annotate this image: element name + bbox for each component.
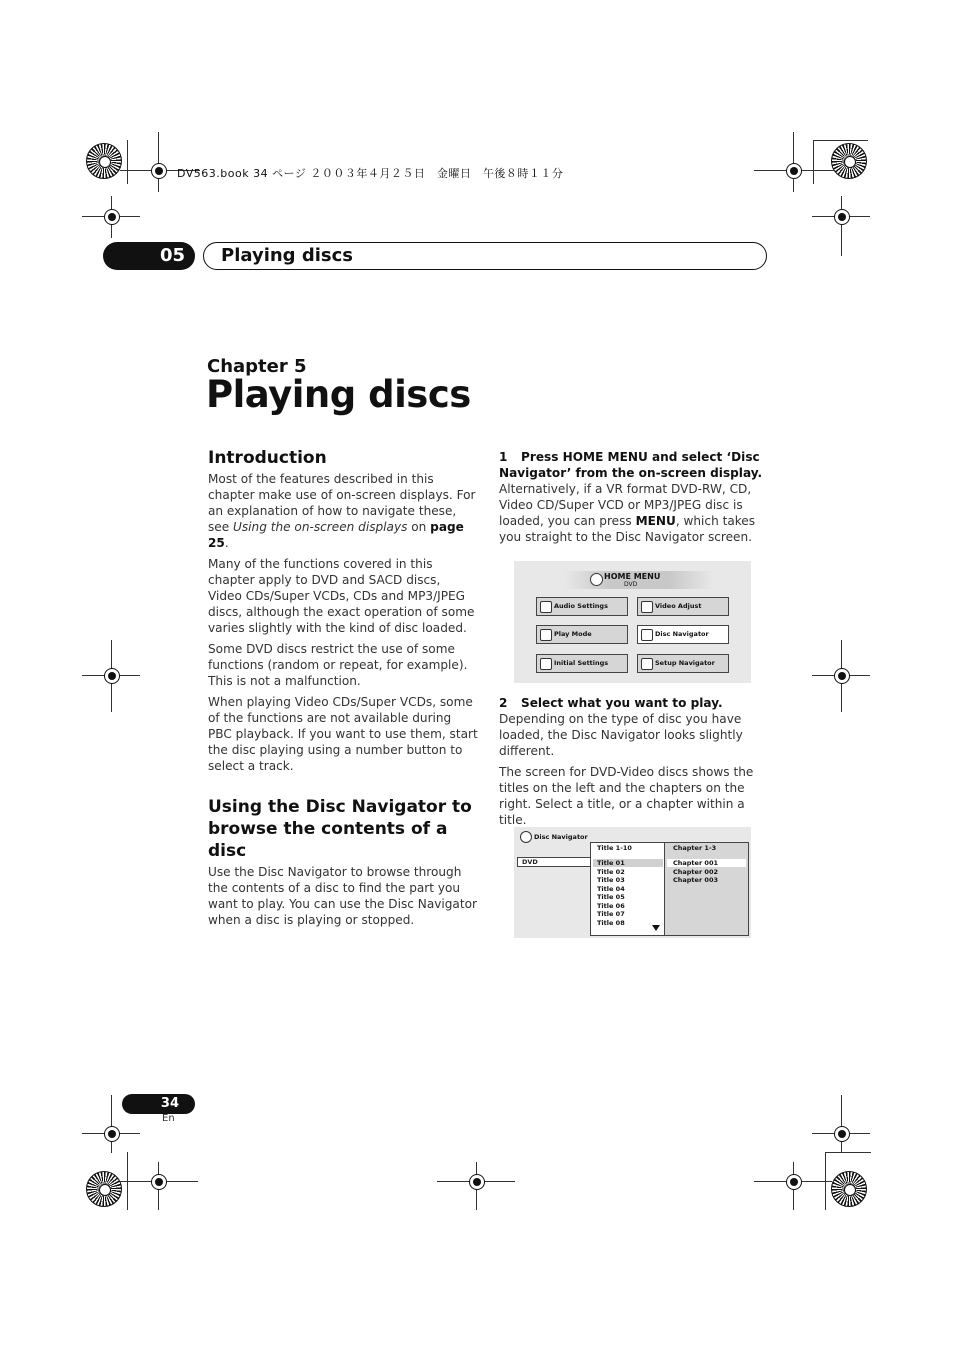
audio-settings-button[interactable]: Audio Settings bbox=[536, 597, 628, 616]
list-item[interactable]: Chapter 001 bbox=[673, 859, 718, 867]
page-language: En bbox=[162, 1113, 175, 1124]
registration-mark-icon bbox=[104, 1126, 120, 1142]
color-wheel-mark-bottom-left bbox=[86, 1171, 122, 1207]
color-wheel-mark-top-left bbox=[86, 143, 122, 179]
initial-settings-icon bbox=[540, 658, 552, 670]
intro-paragraph-3: Some DVD discs restrict the use of some functions (random or repeat, for example). This is not a malfunction. bbox=[208, 642, 468, 688]
disc-navigator-title: Disc Navigator bbox=[534, 833, 588, 841]
disc-navigator-icon bbox=[520, 831, 532, 843]
disc-navigator-heading: Using the Disc Navigator to browse the contents of a disc bbox=[208, 797, 472, 861]
titles-header: Title 1-10 bbox=[597, 844, 632, 852]
step-2-title: 2 Select what you want to play. bbox=[499, 696, 723, 710]
registration-mark-icon bbox=[786, 163, 802, 179]
setup-navigator-icon bbox=[641, 658, 653, 670]
disc-navigator-paragraph: Use the Disc Navigator to browse through the contents of a disc to find the part you want to play. You can use the Disc Navigator when a disc is playing or stopped. bbox=[208, 865, 477, 927]
registration-mark-icon bbox=[834, 209, 850, 225]
list-item[interactable]: Title 07 bbox=[597, 910, 625, 918]
registration-mark-icon bbox=[834, 668, 850, 684]
audio-settings-icon bbox=[540, 601, 552, 613]
list-item[interactable]: Title 08 bbox=[597, 918, 625, 927]
chapters-header: Chapter 1-3 bbox=[673, 844, 717, 852]
titles-list[interactable] bbox=[590, 842, 665, 936]
step-2-body-1: Depending on the type of disc you have loaded, the Disc Navigator looks slightly different. bbox=[499, 712, 743, 758]
disc-navigator-button[interactable]: Disc Navigator bbox=[637, 625, 729, 644]
list-item[interactable]: Title 05 bbox=[597, 893, 625, 901]
disc-type-tab[interactable]: DVD bbox=[517, 857, 591, 867]
initial-settings-button[interactable]: Initial Settings bbox=[536, 654, 628, 673]
disc-navigator-icon bbox=[641, 629, 653, 641]
video-adjust-button[interactable]: Video Adjust bbox=[637, 597, 729, 616]
play-mode-icon bbox=[540, 629, 552, 641]
home-menu-title: HOME MENU bbox=[604, 572, 661, 581]
chapter-tab-title: Playing discs bbox=[203, 242, 767, 270]
play-mode-button[interactable]: Play Mode bbox=[536, 625, 628, 644]
list-item[interactable]: Title 01 bbox=[597, 859, 625, 867]
registration-mark-icon bbox=[151, 1174, 167, 1190]
disc-navigator-screen bbox=[514, 827, 751, 938]
color-wheel-mark-bottom-right bbox=[831, 1171, 867, 1207]
registration-mark-icon bbox=[104, 668, 120, 684]
print-header: DV563.book 34 ページ ２００３年４月２５日 金曜日 午後８時１１分 bbox=[177, 167, 564, 180]
step-1-title: 1 Press HOME MENU and select ‘Disc Navigator’ from the on-screen display. bbox=[499, 450, 763, 480]
step-1-body: Alternatively, if a VR format DVD-RW, CD, Video CD/Super VCD or MP3/JPEG disc is loaded, you can press MENU, which takes you straight to the Disc Navigator screen. bbox=[499, 482, 756, 544]
registration-mark-icon bbox=[151, 163, 167, 179]
intro-paragraph-1: Most of the features described in this chapter make use of on-screen displays. For an explanation of how to navigate these, see Using the on-screen displays on page 25. bbox=[208, 472, 476, 550]
registration-mark-icon bbox=[786, 1174, 802, 1190]
list-item[interactable]: Chapter 003 bbox=[673, 876, 718, 884]
list-item[interactable]: Title 02 bbox=[597, 867, 625, 876]
page-title: Playing discs bbox=[206, 373, 471, 416]
chapters-list[interactable] bbox=[664, 842, 749, 936]
list-item[interactable]: Chapter 002 bbox=[673, 867, 718, 876]
intro-paragraph-2: Many of the functions covered in this chapter apply to DVD and SACD discs, Video CDs/Super VCDs, CDs and MP3/JPEG discs, although the exact operation of some varies slightly with the kind of disc loaded. bbox=[208, 557, 475, 635]
scroll-down-arrow-icon[interactable] bbox=[652, 925, 660, 931]
registration-mark-icon bbox=[104, 209, 120, 225]
introduction-heading: Introduction bbox=[208, 448, 327, 468]
video-adjust-icon bbox=[641, 601, 653, 613]
page-reference: page 25 bbox=[208, 520, 464, 550]
chapter-label: Chapter 5 bbox=[207, 356, 307, 377]
list-item[interactable]: Title 06 bbox=[597, 901, 625, 910]
step-2 bbox=[499, 695, 767, 833]
right-column bbox=[499, 449, 767, 550]
list-item[interactable]: Title 04 bbox=[597, 884, 625, 893]
disc-icon bbox=[590, 573, 603, 586]
setup-navigator-button[interactable]: Setup Navigator bbox=[637, 654, 729, 673]
list-item[interactable]: Title 03 bbox=[597, 876, 625, 884]
chapter-tab-number: 05 bbox=[103, 242, 195, 270]
step-2-body-2: The screen for DVD-Video discs shows the titles on the left and the chapters on the right. Select a title, or a chapter within a title. bbox=[499, 765, 754, 827]
page-number: 34 bbox=[122, 1094, 195, 1114]
registration-mark-icon bbox=[469, 1174, 485, 1190]
registration-mark-icon bbox=[834, 1126, 850, 1142]
left-column bbox=[208, 447, 478, 933]
home-menu-screen bbox=[514, 561, 751, 683]
intro-paragraph-4: When playing Video CDs/Super VCDs, some of the functions are not available during PBC playback. If you want to use them, start the disc playing using a number button to select a track. bbox=[208, 695, 478, 773]
home-menu-disc-type: DVD bbox=[624, 581, 638, 588]
color-wheel-mark-top-right bbox=[831, 143, 867, 179]
